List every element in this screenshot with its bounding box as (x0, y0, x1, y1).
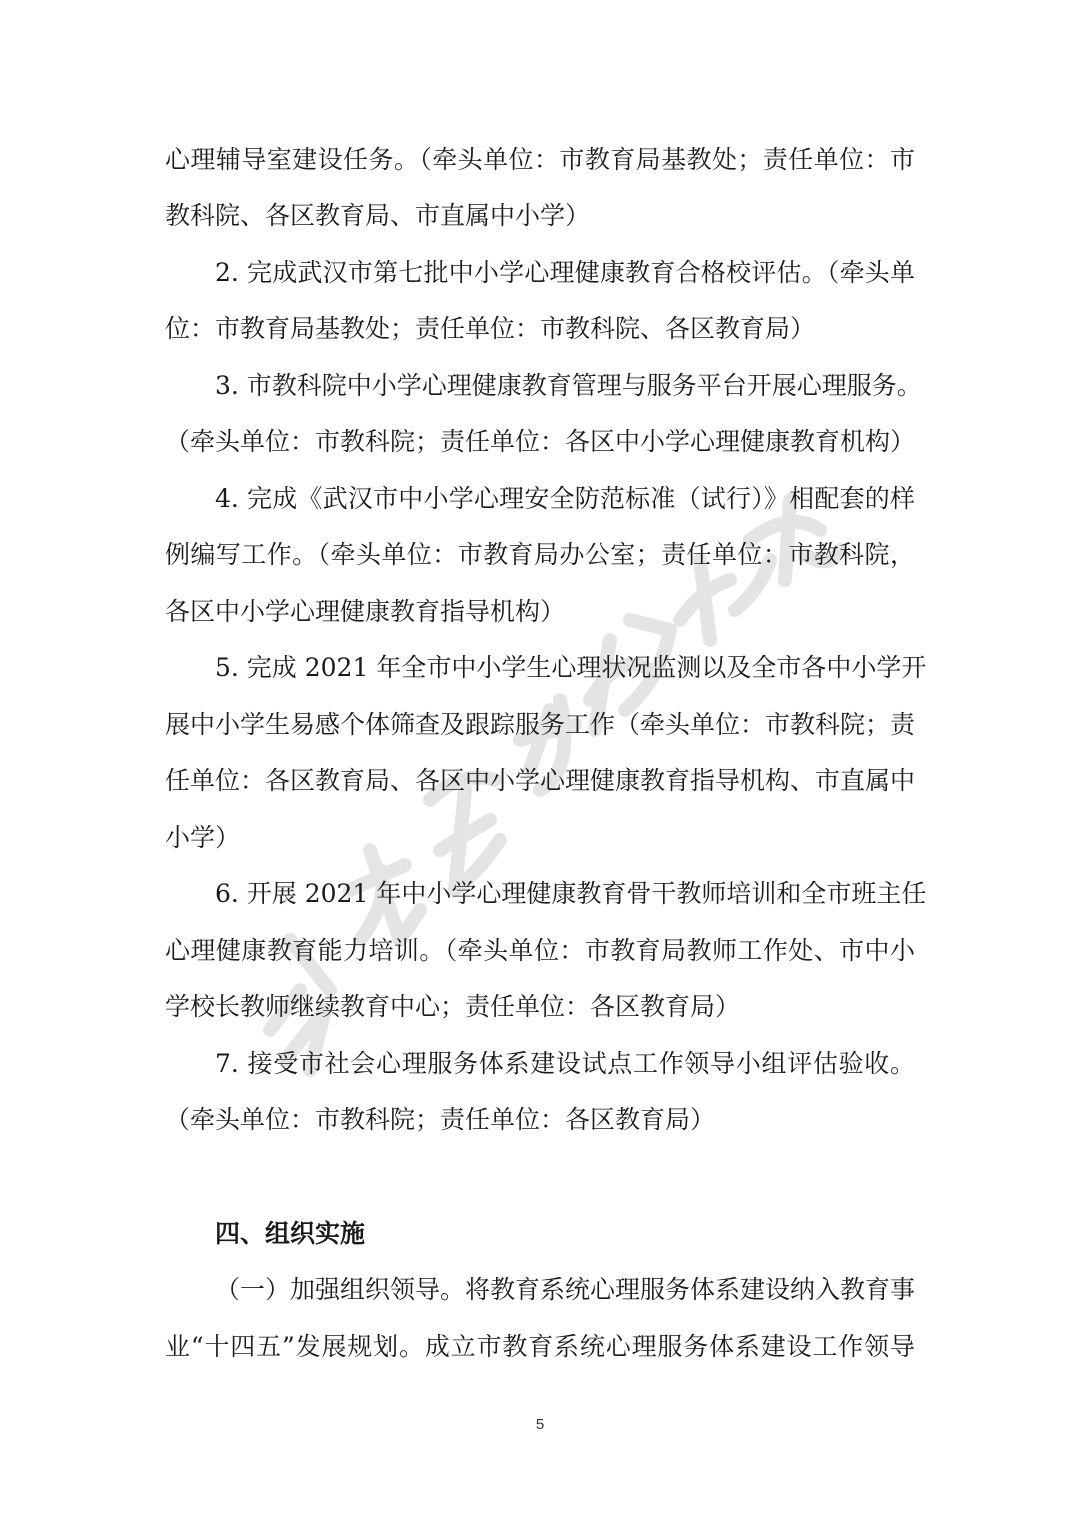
page-number: 5 (535, 1416, 545, 1433)
paragraph-line: （一）加强组织领导。将教育系统心理服务体系建设纳入教育事 (215, 1275, 916, 1304)
paragraph-line: 6. 开展 2021 年中小学心理健康教育骨干教师培训和全市班主任 (215, 879, 927, 908)
section-heading: 四、组织实施 (215, 1219, 366, 1248)
paragraph-line: 4. 完成《武汉市中小学心理安全防范标准（试行）》相配套的样 (215, 484, 915, 513)
paragraph-line: 例编写工作。（牵头单位：市教育局办公室；责任单位：市教科院， (165, 540, 915, 569)
paragraph-line: （牵头单位：市教科院；责任单位：各区中小学心理健康教育机构） (165, 427, 916, 456)
paragraph-line: 教科院、各区教育局、市直属中小学） (165, 201, 591, 230)
paragraph-line: 学校长教师继续教育中心；责任单位：各区教育局） (165, 992, 741, 1021)
paragraph-line: （牵头单位：市教科院；责任单位：各区教育局） (165, 1105, 716, 1134)
paragraph-line: 业“十四五”发展规划。成立市教育系统心理服务体系建设工作领导 (165, 1332, 915, 1361)
paragraph-line: 3. 市教科院中小学心理健康教育管理与服务平台开展心理服务。 (215, 371, 922, 400)
paragraph-line: 位：市教育局基教处；责任单位：市教科院、各区教育局） (165, 314, 816, 343)
paragraph-line: 任单位：各区教育局、各区中小学心理健康教育指导机构、市直属中 (165, 766, 916, 795)
paragraph-line: 2. 完成武汉市第七批中小学心理健康教育合格校评估。（牵头单 (215, 258, 915, 287)
paragraph-line: 心理健康教育能力培训。（牵头单位：市教育局教师工作处、市中小 (165, 936, 915, 965)
paragraph-line: 小学） (165, 823, 241, 852)
paragraph-line: 7. 接受市社会心理服务体系建设试点工作领导小组评估验收。 (215, 1049, 915, 1078)
paragraph-line: 各区中小学心理健康教育指导机构） (165, 597, 566, 626)
paragraph-line: 展中小学生易感个体筛查及跟踪服务工作（牵头单位：市教科院；责 (165, 710, 916, 739)
paragraph-line: 心理辅导室建设任务。（牵头单位：市教育局基教处；责任单位：市 (165, 145, 915, 174)
paragraph-line: 5. 完成 2021 年全市中小学生心理状况监测以及全市各中小学开 (215, 653, 927, 682)
